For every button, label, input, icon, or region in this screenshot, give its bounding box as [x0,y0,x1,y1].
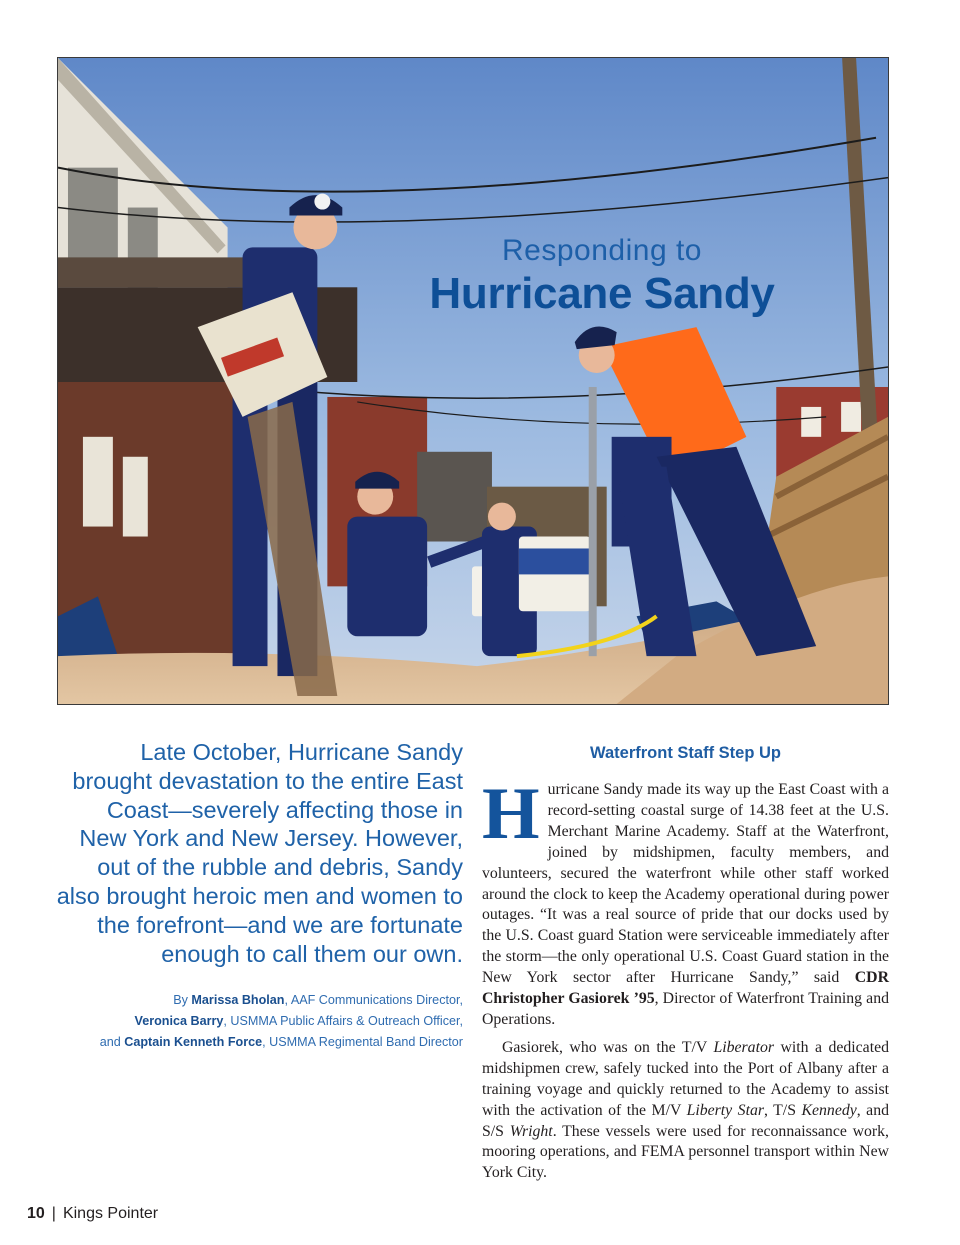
p2-text-a: Gasiorek, who was on the T/V [502,1038,714,1056]
article-paragraph-1 [482,773,889,1031]
p2-vessel-wright: Wright [509,1122,553,1140]
p2-text-b: with a dedicated midshipmen crew, safely tucked into the Port of Albany after a training voyage and quickly returned to the Academy to assist with the activation of the M/V [482,1038,889,1119]
p2-vessel-liberator: Liberator [713,1038,775,1056]
p2-text-d: , and S/S [482,1101,889,1140]
byline-role-3: , USMMA Regimental Band Director [262,1035,463,1049]
byline-and: and [99,1035,125,1049]
p1-text-b: , Director of Waterfront Training and Operations. [482,990,889,1028]
hero-title [402,234,802,320]
hero-photo-illustration [58,58,888,704]
byline-role-1: , AAF Communications Director, [284,993,463,1007]
p1-name: CDR Christopher Gasiorek ’95 [482,969,889,1008]
byline-author-1: Marissa Bholan [191,993,285,1007]
p1-text-a: urricane Sandy made its way up the East Coast with a record-setting coastal surge of 14.38 feet at the U.S. Merchant Marine Academy. Staff at the Waterfront, joined by midshipmen, faculty members, and volunteers, secured the waterfront while other staff worked around the clock to keep the Academy operational during power outages. “It was a real source of pride that our docks used by the U.S. Coast guard Station were serviceable immediately after the storm—the only operational U.S. Coast Guard station in the New York sector after Hurricane Sandy,” said [482,781,889,987]
hero-photo [57,57,889,705]
byline-by: By [173,993,192,1007]
p2-vessel-liberty-star: Liberty Star [686,1101,765,1119]
p2-text-e: . These vessels were used for reconnaissance work, mooring operations, and FEMA personnel transport within New York City. [482,1122,889,1182]
intro-deck: Late October, Hurricane Sandy brought devastation to the entire East Coast—severely affecting those in New York and New Jersey. However, out of the rubble and debris, Sandy also brought heroic men and women to the forefront—and we are fortunate enough to call them our own. [56,739,463,967]
byline-author-3: Captain Kenneth Force [124,1035,263,1049]
p2-vessel-kennedy: Kennedy [801,1101,857,1119]
byline-author-2: Veronica Barry [134,1014,224,1028]
p2-text-c: , T/S [764,1101,802,1119]
page-number: 10 [27,1205,45,1222]
hero-headline: Hurricane Sandy [429,269,775,318]
footer-separator: | [51,1205,56,1222]
article-paragraph-2 [482,1038,889,1184]
byline [56,990,463,1053]
drop-cap: H [482,773,540,855]
byline-role-2: , USMMA Public Affairs & Outreach Officer, [223,1014,463,1028]
publication-name: Kings Pointer [62,1205,159,1222]
hero-kicker: Responding to [502,234,702,267]
article-body [482,773,889,1184]
article-heading: Waterfront Staff Step Up [590,744,781,762]
page-footer [27,1205,158,1223]
